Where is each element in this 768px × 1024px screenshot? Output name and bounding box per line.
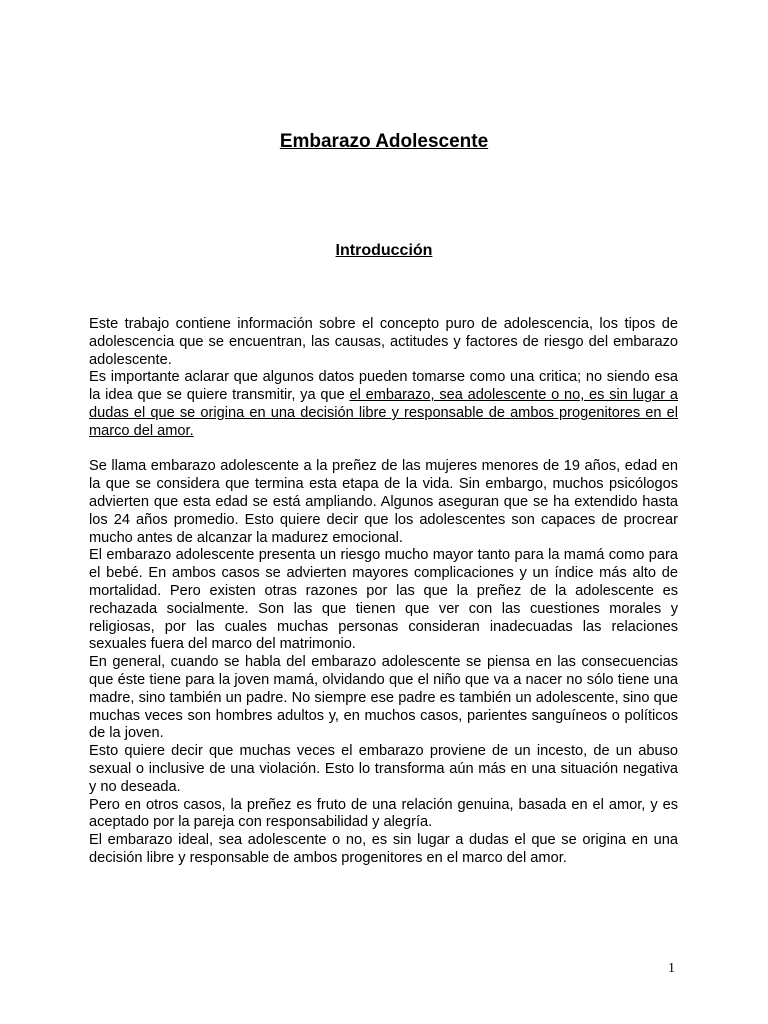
document-body (89, 316, 678, 868)
paragraph-abuse: Esto quiere decir que muchas veces el embarazo proviene de un incesto, de un abuso sexual o inclusive de una violación. Esto lo transforma aún más en una situación negativa y no deseada. (89, 743, 678, 795)
underlined-statement: el embarazo, sea adolescente o no, es sin lugar a dudas el que se origina en una decisión libre y responsable de ambos progenitores en el marco del amor. (89, 387, 678, 439)
page-number: 1 (668, 961, 675, 976)
paragraph-gap (89, 441, 678, 459)
paragraph-risks: El embarazo adolescente presenta un riesgo mucho mayor tanto para la mamá como para el bebé. En ambos casos se advierten mayores complicaciones y un índice más alto de mortalidad. Pero existen otras razones por las que la preñez de la adolescente es rechazada socialmente. Son las que tienen que ver con las cuestiones morales y religiosas, por las cuales muchas personas consideran inadecuadas las relaciones sexuales fuera del marco del matrimonio. (89, 547, 678, 653)
paragraph-clarification-lead: Es importante aclarar que algunos datos pueden tomarse como una critica; no siendo esa la idea que se quiere transmitir, ya que (89, 369, 678, 404)
section-heading-introduccion: Introducción (335, 242, 433, 259)
paragraph-clarification (89, 369, 678, 440)
paragraph-genuine: Pero en otros casos, la preñez es fruto de una relación genuina, basada en el amor, y es aceptado por la pareja con responsabilidad y alegría. (89, 796, 678, 831)
document-title: Embarazo Adolescente (279, 131, 489, 152)
paragraph-intro: Este trabajo contiene información sobre el concepto puro de adolescencia, los tipos de adolescencia que se encuentran, las causas, actitudes y factores de riesgo del embarazo adolescente. (89, 316, 678, 368)
paragraph-father: En general, cuando se habla del embarazo adolescente se piensa en las consecuencias que éste tiene para la joven mamá, olvidando que el niño que va a nacer no sólo tiene una madre, sino también un padre. No siempre ese padre es también un adolescente, sino que muchas veces son hombres adultos y, en muchos casos, parientes sanguíneos o políticos de la joven. (89, 654, 678, 742)
paragraph-definition: Se llama embarazo adolescente a la preñez de las mujeres menores de 19 años, edad en la que se considera que termina esta etapa de la vida. Sin embargo, muchos psicólogos advierten que esta edad se está ampliando. Algunos aseguran que se ha extendido hasta los 24 años promedio. Esto quiere decir que los adolescentes son capaces de procrear mucho antes de alcanzar la madurez emocional. (89, 458, 678, 546)
paragraph-ideal: El embarazo ideal, sea adolescente o no, es sin lugar a dudas el que se origina en una decisión libre y responsable de ambos progenitores en el marco del amor. (89, 832, 678, 866)
